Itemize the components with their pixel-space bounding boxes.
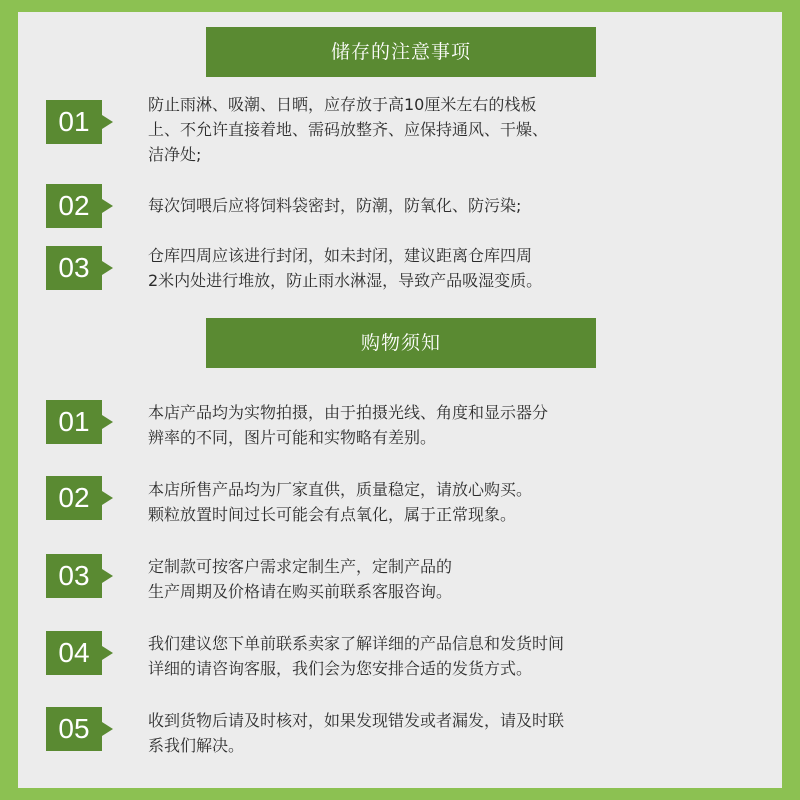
shopping-item-text [148, 554, 708, 604]
number-badge: 01 [46, 100, 102, 144]
shopping-item-text [148, 400, 708, 450]
text-line: 系我们解决。 [148, 736, 245, 755]
shopping-item-text [148, 477, 708, 527]
text-line: 本店产品均为实物拍摄，由于拍摄光线、角度和显示器分 [148, 403, 549, 422]
storage-item-text [148, 92, 708, 167]
text-line: 颗粒放置时间过长可能会有点氧化，属于正常现象。 [148, 505, 517, 524]
number-badge: 02 [46, 184, 102, 228]
text-line: 辨率的不同，图片可能和实物略有差别。 [148, 428, 437, 447]
number-badge: 02 [46, 476, 102, 520]
shopping-section-title: 购物须知 [206, 318, 596, 368]
text-line: 本店所售产品均为厂家直供，质量稳定，请放心购买。 [148, 480, 533, 499]
storage-section-title: 储存的注意事项 [206, 27, 596, 77]
text-line: 我们建议您下单前联系卖家了解详细的产品信息和发货时间 [148, 634, 565, 653]
number-badge: 04 [46, 631, 102, 675]
text-line: 上、不允许直接着地、需码放整齐、应保持通风、干燥、 [148, 120, 549, 139]
text-line: 每次饲喂后应将饲料袋密封，防潮，防氧化、防污染; [148, 196, 522, 215]
text-line: 仓库四周应该进行封闭，如未封闭，建议距离仓库四周 [148, 246, 533, 265]
number-badge: 05 [46, 707, 102, 751]
text-line: 2米内处进行堆放，防止雨水淋湿，导致产品吸湿变质。 [148, 271, 543, 290]
text-line: 生产周期及价格请在购买前联系客服咨询。 [148, 582, 453, 601]
storage-item-text [148, 193, 708, 218]
text-line: 收到货物后请及时核对，如果发现错发或者漏发，请及时联 [148, 711, 565, 730]
text-line: 洁净处; [148, 145, 202, 164]
shopping-item-text [148, 631, 708, 681]
shopping-item-text [148, 708, 708, 758]
text-line: 防止雨淋、吸潮、日晒，应存放于高10厘米左右的栈板 [148, 95, 537, 114]
text-line: 详细的请咨询客服，我们会为您安排合适的发货方式。 [148, 659, 533, 678]
number-badge: 01 [46, 400, 102, 444]
text-line: 定制款可按客户需求定制生产，定制产品的 [148, 557, 453, 576]
number-badge: 03 [46, 554, 102, 598]
storage-item-text [148, 243, 708, 293]
number-badge: 03 [46, 246, 102, 290]
